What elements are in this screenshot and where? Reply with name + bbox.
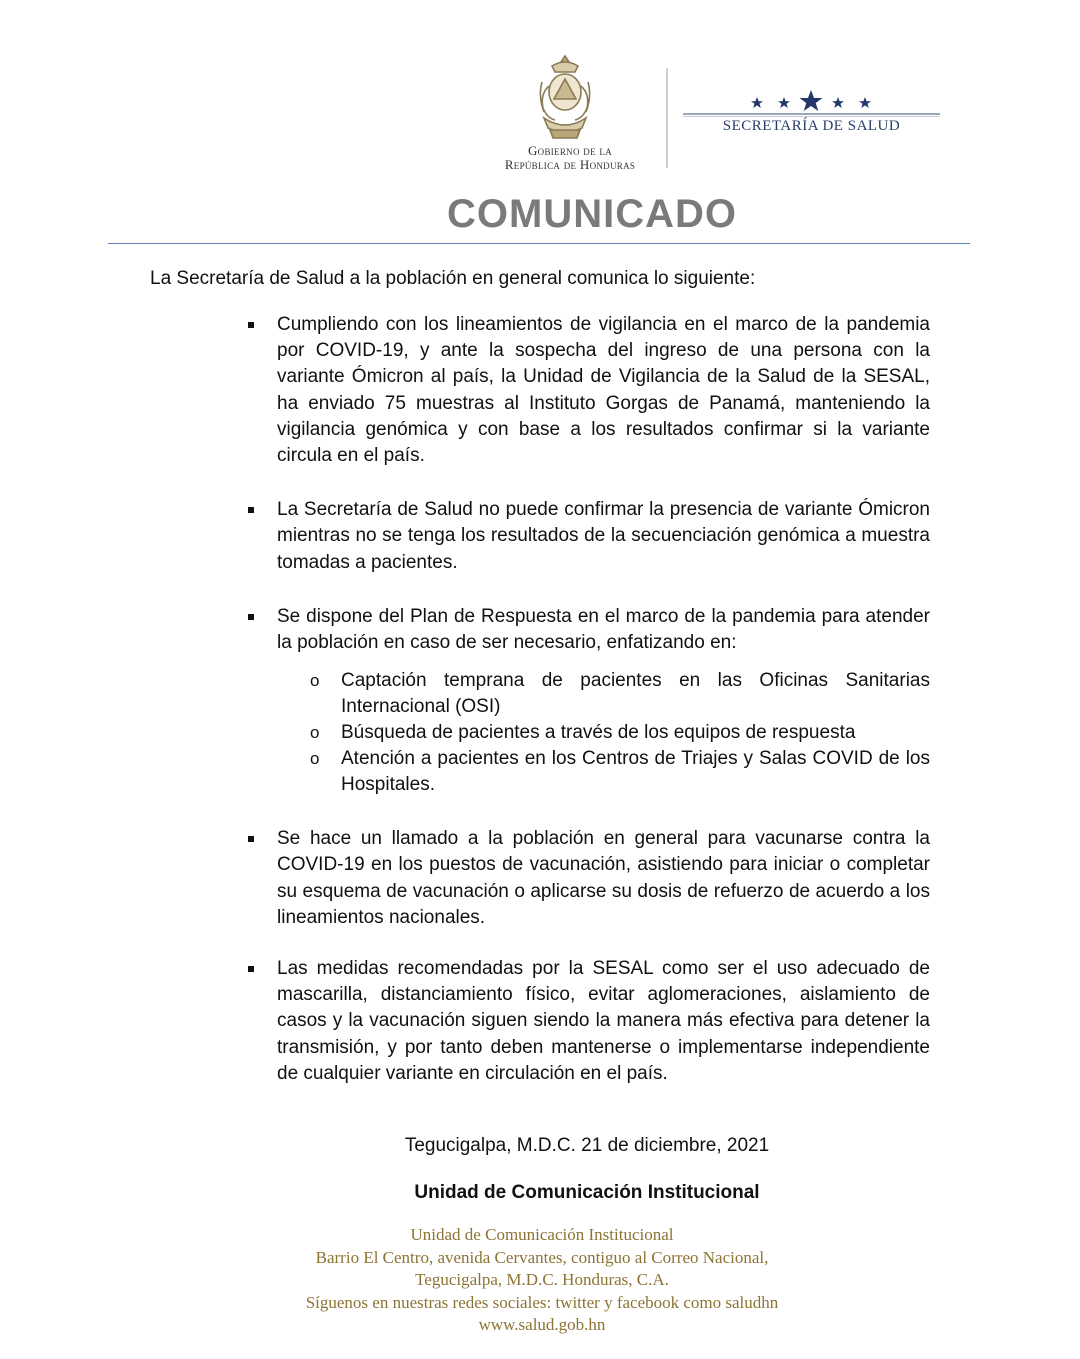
bullet-list [246, 312, 930, 1087]
sub-list-item [310, 746, 930, 798]
footer [0, 1224, 1080, 1337]
footer-address: Barrio El Centro, avenida Cervantes, contiguo al Correo Nacional, [315, 1247, 769, 1267]
list-item [246, 312, 930, 469]
footer-social: Síguenos en nuestras redes sociales: twitter y facebook como saludhn [305, 1292, 779, 1312]
sub-list-item-text: Búsqueda de pacientes a través de los equipos de respuesta [341, 722, 856, 744]
circle-bullet-icon: o [310, 723, 320, 743]
sub-list [310, 668, 930, 798]
footer-website: www.salud.gob.hn [478, 1315, 606, 1334]
title-rule [108, 243, 970, 244]
footer-line-1: Unidad de Comunicación Institucional [410, 1225, 674, 1244]
list-item [246, 956, 930, 1087]
list-item-text: La Secretaría de Salud no puede confirmar la presencia de variante Ómicron mientras no se tenga los resultados de la secuenciación genómica a muestra tomadas a pacientes. [277, 499, 930, 573]
circle-bullet-icon: o [310, 749, 320, 769]
government-name [470, 144, 670, 172]
sub-list-item-text: Captación temprana de pacientes en las Oficinas Sanitarias Internacional (OSI) [341, 670, 930, 718]
square-bullet-icon [248, 966, 254, 972]
list-item-text: Se dispone del Plan de Respuesta en el marco de la pandemia para atender la población en caso de ser necesario, enfatizando en: [277, 605, 930, 654]
square-bullet-icon [248, 322, 254, 328]
document-title: COMUNICADO [447, 192, 737, 236]
square-bullet-icon [248, 836, 254, 842]
sub-list-item [310, 668, 930, 720]
secretaria-rule-thin [683, 116, 940, 117]
secretaria-rule [683, 113, 940, 115]
list-item [246, 604, 930, 798]
list-item-text: Las medidas recomendadas por la SESAL como ser el uso adecuado de mascarilla, distanciamiento físico, evitar aglomeraciones, aislamiento de casos y la vacunación siguen siendo la manera más efectiva para detener la transmisión, y por tanto deben mantenerse o implementarse independiente de cualquier variante en circulación en el país. [277, 958, 930, 1084]
gov-line-2: República de Honduras [504, 157, 636, 172]
list-item-text: Se hace un llamado a la población en general para vacunarse contra la COVID-19 en los puestos de vacunación, asistiendo para iniciar o completar su esquema de vacunación o aplicarse su dosis de refuerzo de acuerdo a los lineamientos nacionales. [277, 828, 930, 928]
signature: Unidad de Comunicación Institucional [414, 1182, 760, 1203]
header-divider [666, 68, 668, 168]
circle-bullet-icon: o [310, 671, 320, 691]
date-line: Tegucigalpa, M.D.C. 21 de diciembre, 2021 [404, 1135, 770, 1156]
honduras-coat-of-arms-icon [530, 52, 600, 142]
list-item-text: Cumpliendo con los lineamientos de vigilancia en el marco de la pandemia por COVID-19, y ante la sospecha del ingreso de una persona con la variante Ómicron al país, la Unidad de Vigilancia de la Salud de la SESAL, ha enviado 75 muestras al Instituto Gorgas de Panamá, manteniendo la vigilancia genómica y con base a los resultados confirmar si la variante circula en el país. [277, 314, 930, 467]
secretaria-name: SECRETARÍA DE SALUD [722, 118, 901, 134]
intro-text: La Secretaría de Salud a la población en general comunica lo siguiente: [150, 268, 756, 289]
letterhead [0, 52, 1080, 182]
square-bullet-icon [248, 507, 254, 513]
footer-city: Tegucigalpa, M.D.C. Honduras, C.A. [415, 1270, 669, 1289]
gov-line-1: Gobierno de la [527, 143, 613, 158]
list-item [246, 826, 930, 931]
sub-list-item [310, 720, 930, 746]
sub-list-item-text: Atención a pacientes en los Centros de Triajes y Salas COVID de los Hospitales. [341, 748, 930, 796]
list-item [246, 497, 930, 576]
square-bullet-icon [248, 614, 254, 620]
stars-icon [735, 88, 885, 114]
